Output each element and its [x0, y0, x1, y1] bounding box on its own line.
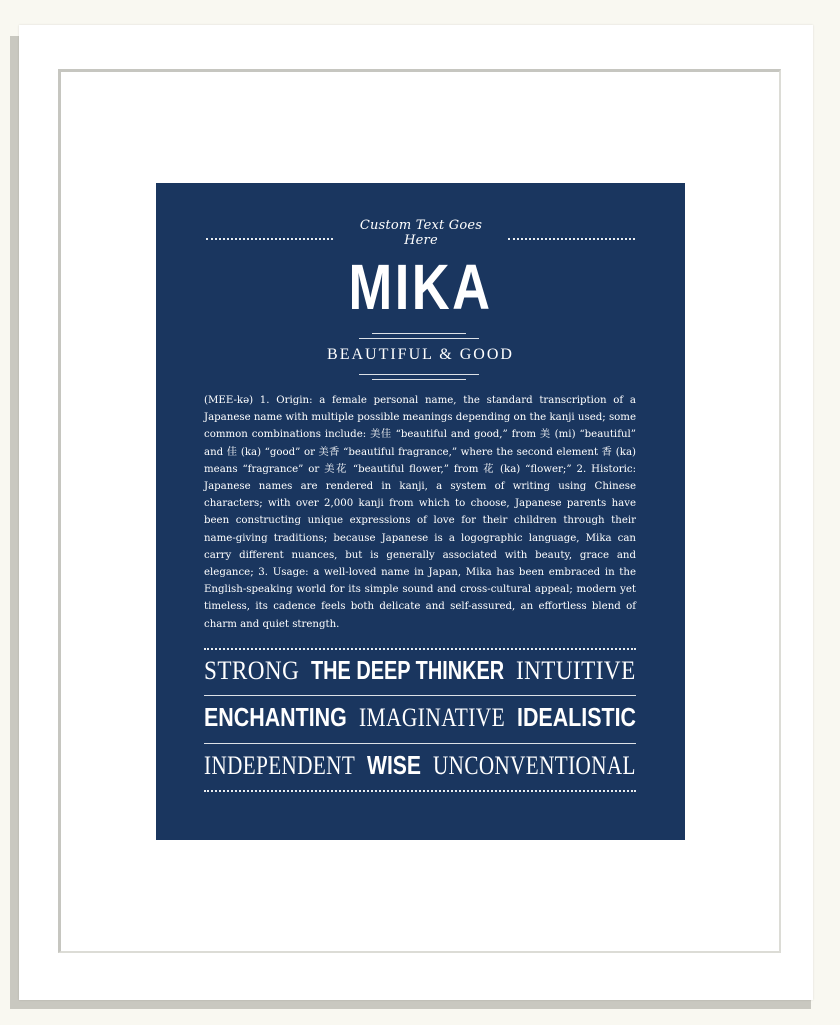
trait-word: INTUITIVE [516, 656, 637, 685]
name-print [156, 183, 685, 840]
trait-line-2 [204, 702, 636, 733]
rule-top-short [372, 333, 466, 334]
name-title: MIKA [348, 251, 493, 323]
trait-word: THE DEEP THINKER [311, 655, 505, 685]
trait-word: ENCHANTING [204, 702, 347, 732]
trait-word: WISE [367, 750, 422, 780]
rule-bottom-short [372, 379, 466, 380]
trait-rule-1 [204, 695, 636, 696]
trait-line-1 [204, 655, 636, 686]
rule-bottom-long [359, 374, 479, 375]
trait-word: STRONG [204, 656, 300, 685]
name-meaning: BEAUTIFUL & GOOD [327, 346, 514, 363]
dotted-divider-traits-top [204, 648, 636, 650]
frame-shadow-left [10, 36, 19, 1001]
trait-word: IMAGINATIVE [358, 703, 505, 732]
dotted-divider-right [508, 238, 635, 240]
trait-rule-2 [204, 743, 636, 744]
custom-text: Custom Text Goes Here [359, 218, 483, 248]
rule-top-long [359, 338, 479, 339]
trait-word: INDEPENDENT [204, 751, 356, 780]
name-definition: (MEE-kə) 1. Origin: a female personal name, the standard transcription of a Japanese name with multiple possible meanings depending on the kanji used; some common combinations include: 美佳 “beautiful and good,” from 美 (mi) “beautiful” and 佳 (ka) “good” or 美香 “beautiful fragrance,” where the second element 香 (ka) means “fragrance” or 美花 “beautiful flower,” from 花 (ka) “flower;” 2. Historic: Japanese names are rendered in kanji, a system of writing using Chinese characters; with over 2,000 kanji from which to choose, Japanese parents have been constructing unique expressions of love for their children through their name-giving traditions; because Japanese is a logographic language, Mika can carry different nuances, but is generally associated with beauty, grace and elegance; 3. Usage: a well-loved name in Japan, Mika has been embraced in the English-speaking world for its simple sound and cross-cultural appeal; modern yet timeless, its cadence feels both delicate and self-assured, an effortless blend of charm and quiet strength. [204, 395, 636, 630]
dotted-divider-traits-bottom [204, 790, 636, 792]
dotted-divider-left [206, 238, 333, 240]
trait-word: IDEALISTIC [516, 702, 636, 732]
trait-line-3 [204, 750, 636, 781]
trait-word: UNCONVENTIONAL [433, 751, 636, 780]
